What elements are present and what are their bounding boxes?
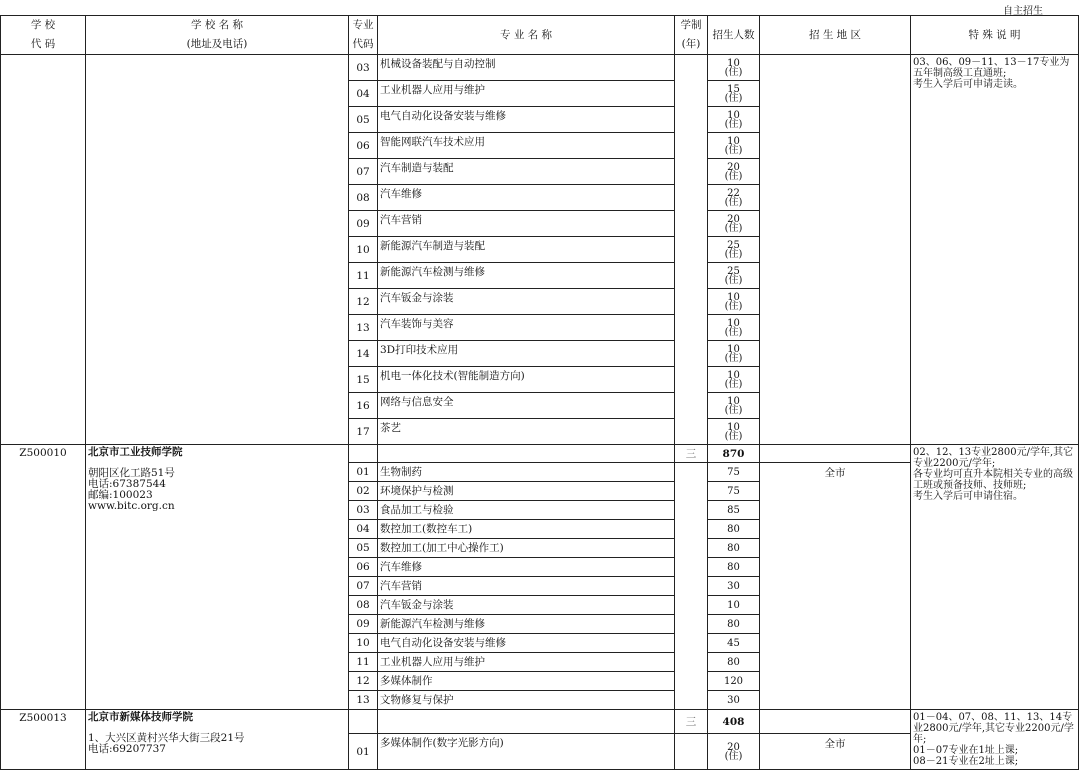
residence-note: (住)	[724, 430, 743, 442]
major-count	[708, 577, 760, 596]
area-cell: 全市	[760, 734, 911, 770]
major-code: 16	[349, 393, 378, 419]
major-code: 08	[349, 185, 378, 211]
major-count	[708, 672, 760, 691]
major-code: 04	[349, 520, 378, 539]
major-name: 环境保护与检测	[378, 482, 675, 501]
count-value: 10	[727, 135, 740, 147]
count-value: 45	[727, 637, 740, 649]
school-website[interactable]: www.bitc.org.cn	[88, 500, 175, 512]
school-phone: 电话:67387544	[88, 478, 166, 490]
major-name: 汽车营销	[378, 211, 675, 237]
major-count	[708, 634, 760, 653]
major-code: 01	[349, 734, 378, 770]
major-count	[708, 55, 760, 81]
major-count	[708, 133, 760, 159]
years-cell	[675, 463, 708, 710]
major-name: 新能源汽车制造与装配	[378, 237, 675, 263]
blank-name	[378, 710, 675, 734]
school-address: 1、大兴区黄村兴华大街三段21号	[88, 732, 245, 744]
residence-note: (住)	[724, 352, 743, 364]
school-code: Z500013	[1, 710, 86, 770]
major-count	[708, 211, 760, 237]
major-code: 07	[349, 577, 378, 596]
residence-note: (住)	[724, 404, 743, 416]
years-cell	[675, 734, 708, 770]
school-name: 北京市新媒体技师学院	[88, 711, 193, 723]
major-count	[708, 734, 760, 770]
count-value: 80	[727, 523, 740, 535]
count-value: 10	[727, 317, 740, 329]
major-count	[708, 653, 760, 672]
residence-note: (住)	[724, 222, 743, 234]
school-postcode: 邮编:100023	[88, 489, 153, 501]
count-value: 75	[727, 466, 740, 478]
header-major-name: 专 业 名 称	[378, 16, 675, 55]
major-name: 数控加工(加工中心操作工)	[378, 539, 675, 558]
blank-code	[349, 710, 378, 734]
major-code: 07	[349, 159, 378, 185]
count-value: 120	[723, 675, 744, 687]
block2-body	[1, 445, 1079, 710]
residence-note: (住)	[724, 326, 743, 338]
count-value: 85	[727, 504, 740, 516]
residence-note: (住)	[724, 92, 743, 104]
blank-area	[760, 710, 911, 734]
major-code: 09	[349, 211, 378, 237]
years-value: 三	[675, 445, 708, 463]
header-note: 特 殊 说 明	[911, 16, 1079, 55]
residence-note: (住)	[724, 274, 743, 286]
residence-note: (住)	[724, 196, 743, 208]
major-count	[708, 558, 760, 577]
major-name: 新能源汽车检测与维修	[378, 263, 675, 289]
school-total-row	[1, 710, 1079, 734]
table-row	[1, 55, 1079, 81]
major-code: 05	[349, 107, 378, 133]
major-name: 茶艺	[378, 419, 675, 445]
major-name: 网络与信息安全	[378, 393, 675, 419]
area-cell	[760, 55, 911, 445]
school-info	[86, 710, 349, 770]
major-count	[708, 263, 760, 289]
residence-note: (住)	[724, 378, 743, 390]
residence-note: (住)	[724, 300, 743, 312]
count-value: 10	[727, 599, 740, 611]
total-count: 870	[708, 445, 760, 463]
major-name: 汽车维修	[378, 185, 675, 211]
header-school-code: 学 校 代 码	[1, 16, 86, 55]
blank-area	[760, 445, 911, 463]
major-count	[708, 393, 760, 419]
block3-body	[1, 710, 1079, 770]
school-code-cell	[1, 55, 86, 445]
header-area: 招 生 地 区	[760, 16, 911, 55]
major-count	[708, 107, 760, 133]
major-count	[708, 419, 760, 445]
major-code: 10	[349, 237, 378, 263]
major-name: 汽车装饰与美容	[378, 315, 675, 341]
major-code: 06	[349, 558, 378, 577]
major-count	[708, 367, 760, 393]
major-count	[708, 315, 760, 341]
major-name: 机电一体化技术(智能制造方向)	[378, 367, 675, 393]
major-code: 13	[349, 315, 378, 341]
count-value: 15	[727, 83, 740, 95]
note-cell: 02、12、13专业2800元/学年,其它专业2200元/学年; 各专业均可直升本院相关专业的高级工班或预备技师、技师班; 考生入学后可申请住宿。	[911, 445, 1079, 710]
count-value: 80	[727, 542, 740, 554]
major-code: 05	[349, 539, 378, 558]
school-info	[86, 445, 349, 710]
count-value: 10	[727, 369, 740, 381]
major-name: 电气自动化设备安装与维修	[378, 634, 675, 653]
count-value: 10	[727, 291, 740, 303]
major-count	[708, 289, 760, 315]
blank-name	[378, 445, 675, 463]
major-code: 06	[349, 133, 378, 159]
major-code: 09	[349, 615, 378, 634]
school-code: Z500010	[1, 445, 86, 710]
count-value: 75	[727, 485, 740, 497]
count-value: 20	[727, 161, 740, 173]
major-code: 15	[349, 367, 378, 393]
major-count	[708, 501, 760, 520]
major-count	[708, 341, 760, 367]
major-name: 生物制药	[378, 463, 675, 482]
header-major-code: 专业 代码	[349, 16, 378, 55]
major-code: 03	[349, 501, 378, 520]
count-value: 80	[727, 561, 740, 573]
major-name: 工业机器人应用与维护	[378, 653, 675, 672]
block1-body	[1, 55, 1079, 445]
major-code: 01	[349, 463, 378, 482]
count-value: 20	[727, 213, 740, 225]
count-value: 80	[727, 656, 740, 668]
major-count	[708, 81, 760, 107]
major-name: 电气自动化设备安装与维修	[378, 107, 675, 133]
major-count	[708, 520, 760, 539]
count-value: 22	[727, 187, 740, 199]
major-name: 数控加工(数控车工)	[378, 520, 675, 539]
major-code: 03	[349, 55, 378, 81]
major-name: 多媒体制作(数字光影方向)	[378, 734, 675, 770]
major-name: 汽车营销	[378, 577, 675, 596]
school-total-row	[1, 445, 1079, 463]
count-value: 10	[727, 109, 740, 121]
residence-note: (住)	[724, 248, 743, 260]
count-value: 20	[727, 741, 740, 753]
major-name: 文物修复与保护	[378, 691, 675, 710]
major-code: 08	[349, 596, 378, 615]
major-code: 12	[349, 672, 378, 691]
header-years: 学制 (年)	[675, 16, 708, 55]
major-name: 汽车维修	[378, 558, 675, 577]
header-count: 招生人数	[708, 16, 760, 55]
major-code: 10	[349, 634, 378, 653]
total-count: 408	[708, 710, 760, 734]
major-code: 02	[349, 482, 378, 501]
major-count	[708, 539, 760, 558]
count-value: 10	[727, 57, 740, 69]
admissions-table	[0, 15, 1079, 770]
major-name: 工业机器人应用与维护	[378, 81, 675, 107]
corner-label: 自主招生	[1003, 6, 1043, 17]
major-name: 汽车钣金与涂装	[378, 596, 675, 615]
blank-code	[349, 445, 378, 463]
major-code: 12	[349, 289, 378, 315]
count-value: 80	[727, 618, 740, 630]
major-code: 17	[349, 419, 378, 445]
note-cell: 03、06、09－11、13－17专业为五年制高级工直通班; 考生入学后可申请走读。	[911, 55, 1079, 445]
school-address: 朝阳区化工路51号	[88, 467, 175, 479]
residence-note: (住)	[724, 118, 743, 130]
major-name: 多媒体制作	[378, 672, 675, 691]
count-value: 25	[727, 239, 740, 251]
major-code: 11	[349, 263, 378, 289]
major-code: 04	[349, 81, 378, 107]
major-count	[708, 237, 760, 263]
major-name: 食品加工与检验	[378, 501, 675, 520]
count-value: 10	[727, 343, 740, 355]
count-value: 30	[727, 694, 740, 706]
count-value: 25	[727, 265, 740, 277]
count-value: 30	[727, 580, 740, 592]
school-name: 北京市工业技师学院	[88, 446, 183, 458]
major-count	[708, 691, 760, 710]
count-value: 10	[727, 421, 740, 433]
count-value: 10	[727, 395, 740, 407]
school-name-cell	[86, 55, 349, 445]
header-school-name: 学 校 名 称 (地址及电话)	[86, 16, 349, 55]
school-phone: 电话:69207737	[88, 743, 166, 755]
major-name: 汽车制造与装配	[378, 159, 675, 185]
major-name: 新能源汽车检测与维修	[378, 615, 675, 634]
major-code: 13	[349, 691, 378, 710]
major-count	[708, 615, 760, 634]
major-count	[708, 482, 760, 501]
major-name: 3D打印技术应用	[378, 341, 675, 367]
major-count	[708, 596, 760, 615]
major-count	[708, 463, 760, 482]
major-count	[708, 159, 760, 185]
residence-note: (住)	[724, 170, 743, 182]
years-value: 三	[675, 710, 708, 734]
major-count	[708, 185, 760, 211]
residence-note: (住)	[724, 66, 743, 78]
residence-note: (住)	[724, 750, 743, 762]
header-row	[1, 16, 1079, 55]
major-name: 智能网联汽车技术应用	[378, 133, 675, 159]
note-cell: 01－04、07、08、11、13、14专业2800元/学年,其它专业2200元/学年; 01－07专业在1址上课; 08－21专业在2址上课;	[911, 710, 1079, 770]
major-name: 机械设备装配与自动控制	[378, 55, 675, 81]
area-cell: 全市	[760, 463, 911, 710]
major-code: 11	[349, 653, 378, 672]
major-code: 14	[349, 341, 378, 367]
residence-note: (住)	[724, 144, 743, 156]
major-name: 汽车钣金与涂装	[378, 289, 675, 315]
years-cell	[675, 55, 708, 445]
